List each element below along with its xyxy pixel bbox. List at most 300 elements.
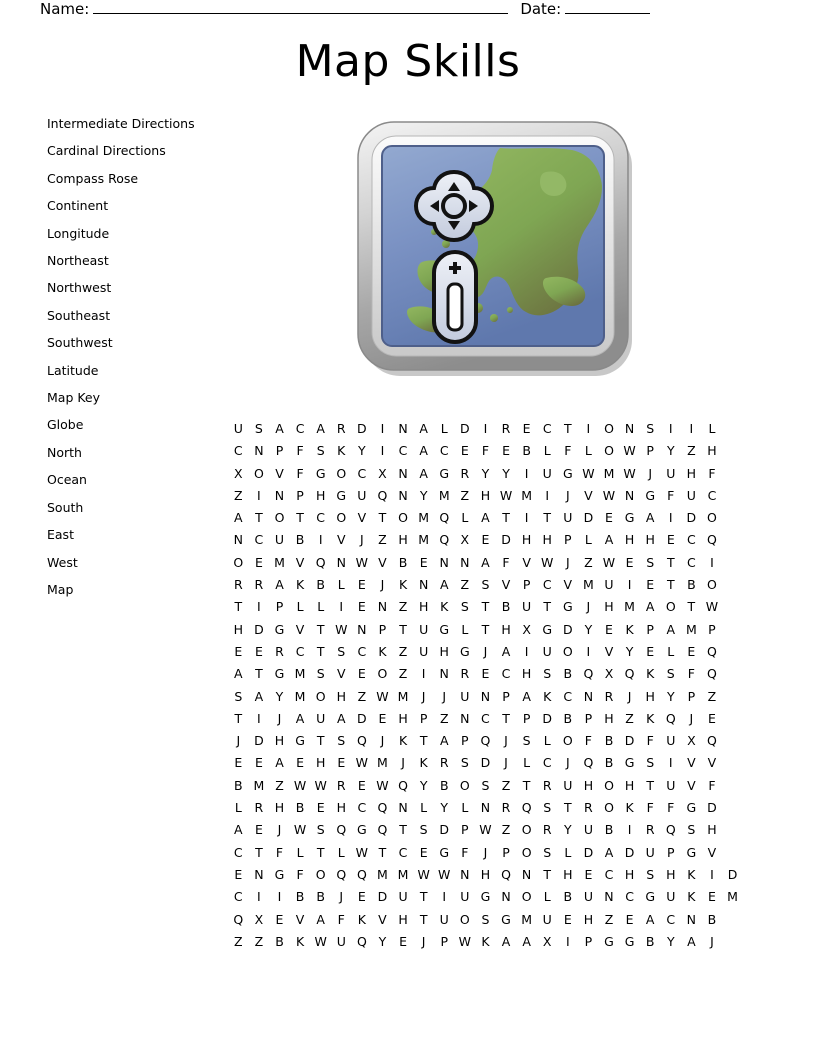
grid-row xyxy=(228,730,763,752)
word-list-item: North xyxy=(47,444,82,460)
grid-cell: F xyxy=(646,800,654,816)
grid-cell: V xyxy=(295,911,305,927)
grid-cell: E xyxy=(254,822,263,838)
grid-cell: D xyxy=(562,621,573,637)
grid-cell: L xyxy=(440,421,448,436)
grid-cell: R xyxy=(439,755,449,771)
grid-cell: Z xyxy=(398,666,408,682)
grid-cell: K xyxy=(687,866,696,882)
grid-cell: U xyxy=(398,889,408,905)
grid-cell: D xyxy=(583,510,594,526)
grid-cell: J xyxy=(627,688,632,704)
word-list-item: Longitude xyxy=(47,225,110,241)
grid-cell: T xyxy=(234,599,243,615)
grid-cell: H xyxy=(501,621,511,637)
grid-cell: J xyxy=(380,577,385,593)
grid-cell: H xyxy=(480,487,491,503)
word-list-item: Southwest xyxy=(47,335,113,351)
grid-cell: J xyxy=(710,933,714,949)
grid-cell: A xyxy=(234,822,243,838)
grid-cell: I xyxy=(380,443,385,459)
grid-cell: P xyxy=(584,933,593,949)
grid-cell: G xyxy=(274,621,285,637)
grid-cell: B xyxy=(234,777,243,793)
grid-cell: N xyxy=(377,599,388,615)
grid-cell: D xyxy=(357,421,367,436)
grid-cell: E xyxy=(605,621,613,637)
grid-cell: G xyxy=(624,755,635,771)
grid-cell: T xyxy=(481,621,490,637)
grid-cell: G xyxy=(336,487,347,503)
grid-cell: Q xyxy=(583,755,594,771)
grid-cell: W xyxy=(293,777,307,793)
grid-cell: C xyxy=(254,532,264,548)
grid-row xyxy=(228,574,763,596)
grid-cell: I xyxy=(483,421,488,436)
grid-cell: V xyxy=(687,777,696,793)
grid-cell: H xyxy=(645,532,655,548)
grid-cell: H xyxy=(315,755,326,771)
grid-cell: S xyxy=(687,822,696,838)
grid-cell: B xyxy=(604,733,614,749)
grid-cell: N xyxy=(398,800,408,816)
grid-cell: Q xyxy=(398,777,408,793)
grid-cell: S xyxy=(316,822,325,838)
grid-cell: F xyxy=(275,844,284,860)
grid-cell: V xyxy=(604,643,614,659)
grid-cell: U xyxy=(357,487,367,503)
grid-row xyxy=(228,686,763,708)
grid-cell: I xyxy=(421,666,426,682)
grid-cell: U xyxy=(316,710,326,726)
grid-cell: E xyxy=(584,866,593,882)
grid-cell: M xyxy=(685,621,697,637)
grid-cell: I xyxy=(668,755,673,771)
grid-cell: L xyxy=(543,733,551,749)
grid-cell: C xyxy=(233,844,243,860)
grid-cell: H xyxy=(315,487,326,503)
grid-cell: M xyxy=(521,911,532,927)
grid-cell: N xyxy=(624,487,635,503)
grid-cell: T xyxy=(378,510,387,526)
grid-cell: T xyxy=(316,643,325,659)
grid-cell: N xyxy=(583,688,594,704)
name-label: Name: xyxy=(40,0,90,18)
grid-cell: U xyxy=(563,777,573,793)
grid-cell: T xyxy=(419,911,428,927)
grid-cell: I xyxy=(380,421,385,436)
grid-cell: F xyxy=(687,666,695,682)
grid-cell: A xyxy=(254,688,264,704)
grid-cell: S xyxy=(543,800,552,816)
name-input-rule[interactable] xyxy=(93,0,508,14)
grid-cell: G xyxy=(480,889,491,905)
grid-cell: C xyxy=(563,688,573,704)
grid-cell: A xyxy=(645,911,655,927)
grid-cell: T xyxy=(481,599,490,615)
grid-cell: K xyxy=(378,643,387,659)
grid-cell: B xyxy=(522,443,531,459)
grid-row xyxy=(228,819,763,841)
grid-cell: G xyxy=(542,621,553,637)
grid-cell: V xyxy=(584,487,593,503)
grid-cell: C xyxy=(707,487,717,503)
grid-cell: A xyxy=(316,421,325,436)
grid-cell: Y xyxy=(275,688,284,704)
grid-cell: N xyxy=(521,866,532,882)
grid-row xyxy=(228,842,763,864)
grid-cell: U xyxy=(604,577,614,593)
grid-cell: K xyxy=(337,443,346,459)
grid-cell: I xyxy=(689,421,694,436)
grid-cell: D xyxy=(624,844,635,860)
grid-cell: H xyxy=(707,822,717,838)
grid-cell: F xyxy=(502,554,510,570)
grid-cell: N xyxy=(398,421,408,436)
grid-cell: V xyxy=(336,666,346,682)
grid-cell: B xyxy=(398,554,408,570)
grid-row xyxy=(228,485,763,507)
grid-cell: Z xyxy=(460,577,470,593)
grid-cell: L xyxy=(523,755,531,771)
grid-cell: E xyxy=(460,443,469,459)
grid-cell: E xyxy=(357,777,366,793)
grid-cell: T xyxy=(316,733,325,749)
grid-cell: T xyxy=(255,844,263,860)
grid-cell: E xyxy=(296,755,305,771)
grid-cell: L xyxy=(584,443,592,459)
grid-cell: E xyxy=(357,889,366,905)
grid-cell: A xyxy=(295,710,305,726)
grid-cell: I xyxy=(318,532,323,548)
grid-cell: U xyxy=(542,465,552,481)
grid-cell: P xyxy=(522,710,531,726)
grid-cell: A xyxy=(336,710,346,726)
grid-cell: W xyxy=(602,487,616,503)
grid-cell: I xyxy=(668,510,673,526)
grid-row xyxy=(228,886,763,908)
grid-cell: J xyxy=(586,599,591,615)
grid-cell: P xyxy=(275,599,284,615)
grid-cell: R xyxy=(254,577,264,593)
grid-cell: N xyxy=(274,487,285,503)
grid-cell: L xyxy=(461,621,469,637)
grid-cell: Y xyxy=(378,933,387,949)
grid-cell: N xyxy=(439,554,449,570)
grid-cell: H xyxy=(274,733,285,749)
grid-cell: S xyxy=(316,443,325,459)
grid-cell: S xyxy=(522,733,531,749)
grid-cell: J xyxy=(421,688,426,704)
grid-cell: K xyxy=(419,755,428,771)
grid-cell: P xyxy=(522,577,531,593)
grid-cell: E xyxy=(254,755,263,771)
grid-cell: D xyxy=(254,733,264,749)
grid-cell: L xyxy=(337,577,345,593)
grid-cell: X xyxy=(460,532,470,548)
grid-cell: H xyxy=(604,599,614,615)
grid-cell: I xyxy=(668,421,673,436)
grid-cell: D xyxy=(254,621,264,637)
grid-cell: H xyxy=(563,866,573,882)
grid-cell: P xyxy=(502,844,510,860)
grid-cell: R xyxy=(604,688,614,704)
grid-cell: U xyxy=(460,688,470,704)
word-list-item: Intermediate Directions xyxy=(47,116,195,131)
grid-cell: W xyxy=(335,621,348,637)
grid-cell: O xyxy=(377,666,388,682)
grid-cell: U xyxy=(233,421,243,436)
grid-cell: G xyxy=(459,643,470,659)
grid-cell: G xyxy=(274,866,285,882)
grid-cell: V xyxy=(295,621,305,637)
grid-cell: F xyxy=(481,443,490,459)
grid-cell: M xyxy=(438,487,450,503)
grid-cell: Z xyxy=(234,933,243,949)
grid-cell: Q xyxy=(233,911,244,927)
grid-cell: H xyxy=(666,866,676,882)
grid-cell: Q xyxy=(707,733,717,749)
date-input-rule[interactable] xyxy=(565,0,650,14)
grid-cell: W xyxy=(582,465,595,481)
grid-cell: O xyxy=(315,866,326,882)
grid-cell: Z xyxy=(584,554,593,570)
grid-cell: U xyxy=(522,599,532,615)
grid-cell: N xyxy=(336,554,346,570)
grid-cell: J xyxy=(689,710,694,726)
grid-cell: I xyxy=(442,889,447,905)
grid-cell: L xyxy=(667,643,675,659)
grid-cell: Y xyxy=(563,822,572,838)
grid-cell: T xyxy=(378,844,387,860)
grid-cell: M xyxy=(377,755,388,771)
grid-cell: T xyxy=(399,822,407,838)
grid-cell: O xyxy=(562,733,573,749)
grid-cell: E xyxy=(481,666,490,682)
grid-cell: L xyxy=(564,844,572,860)
word-list-item: Northeast xyxy=(47,253,109,269)
grid-cell: E xyxy=(419,844,428,860)
grid-cell: U xyxy=(666,733,676,749)
word-list-item: Ocean xyxy=(47,472,87,488)
grid-cell: O xyxy=(604,443,614,459)
grid-cell: X xyxy=(542,933,552,949)
grid-cell: S xyxy=(646,554,655,570)
grid-cell: A xyxy=(481,510,490,526)
grid-cell: D xyxy=(727,866,738,882)
grid-cell: A xyxy=(439,577,449,593)
grid-cell: W xyxy=(623,443,636,459)
grid-cell: X xyxy=(254,911,264,927)
grid-cell: J xyxy=(483,643,488,659)
word-list-item: Map Key xyxy=(47,390,101,406)
grid-row xyxy=(228,797,763,819)
grid-cell: S xyxy=(543,666,552,682)
grid-cell: N xyxy=(233,532,243,548)
grid-cell: Q xyxy=(377,487,388,503)
grid-cell: Q xyxy=(336,822,347,838)
grid-cell: J xyxy=(421,933,426,949)
grid-cell: U xyxy=(336,933,346,949)
grid-cell: W xyxy=(499,487,513,503)
grid-cell: I xyxy=(545,487,550,503)
grid-cell: P xyxy=(564,532,572,548)
grid-cell: A xyxy=(501,933,511,949)
grid-cell: Z xyxy=(398,599,408,615)
grid-cell: I xyxy=(710,866,714,882)
grid-row xyxy=(228,596,763,618)
grid-cell: N xyxy=(418,577,429,593)
grid-cell: O xyxy=(562,643,573,659)
grid-cell: B xyxy=(501,599,511,615)
grid-cell: H xyxy=(583,777,594,793)
grid-cell: R xyxy=(233,577,243,593)
date-label: Date: xyxy=(520,0,562,18)
grid-cell: Z xyxy=(234,487,243,503)
grid-cell: I xyxy=(257,710,261,726)
grid-cell: H xyxy=(233,621,243,637)
grid-cell: A xyxy=(645,510,655,526)
grid-cell: V xyxy=(707,755,717,771)
grid-cell: J xyxy=(504,755,508,771)
grid-cell: N xyxy=(254,443,264,459)
grid-cell: Q xyxy=(501,866,511,882)
grid-cell: T xyxy=(502,510,510,526)
grid-cell: Y xyxy=(666,443,675,459)
grid-cell: A xyxy=(522,933,531,949)
grid-cell: T xyxy=(296,510,304,526)
grid-cell: H xyxy=(624,866,635,882)
grid-cell: L xyxy=(337,844,345,860)
grid-cell: Z xyxy=(687,443,696,459)
grid-cell: B xyxy=(316,889,325,905)
grid-cell: L xyxy=(461,510,469,526)
grid-cell: A xyxy=(419,465,428,481)
grid-row xyxy=(228,463,763,485)
grid-cell: A xyxy=(419,421,428,436)
grid-cell: D xyxy=(357,710,367,726)
grid-cell: P xyxy=(461,822,469,838)
grid-cell: U xyxy=(583,822,593,838)
grid-cell: E xyxy=(254,643,263,659)
grid-cell: H xyxy=(274,800,285,816)
grid-cell: M xyxy=(274,554,285,570)
grid-cell: C xyxy=(233,443,243,459)
grid-cell: P xyxy=(584,710,593,726)
grid-cell: H xyxy=(398,911,408,927)
grid-cell: U xyxy=(686,487,696,503)
grid-cell: Q xyxy=(521,800,532,816)
grid-cell: Z xyxy=(460,487,470,503)
grid-cell: J xyxy=(380,733,385,749)
grid-cell: H xyxy=(480,866,491,882)
grid-cell: W xyxy=(376,777,389,793)
grid-cell: F xyxy=(667,487,675,503)
grid-cell: E xyxy=(316,800,325,816)
grid-cell: V xyxy=(336,532,346,548)
grid-cell: F xyxy=(337,911,345,927)
grid-cell: I xyxy=(524,510,529,526)
grid-row xyxy=(228,507,763,529)
grid-cell: H xyxy=(583,911,594,927)
grid-cell: S xyxy=(460,599,469,615)
grid-cell: P xyxy=(708,621,716,637)
grid-cell: C xyxy=(542,755,552,771)
grid-cell: N xyxy=(604,889,614,905)
grid-cell: B xyxy=(604,822,614,838)
grid-cell: T xyxy=(666,554,675,570)
grid-cell: K xyxy=(295,577,305,593)
grid-cell: F xyxy=(667,800,675,816)
grid-cell: J xyxy=(339,889,344,905)
grid-cell: C xyxy=(398,844,408,860)
grid-cell: Z xyxy=(625,710,634,726)
grid-cell: E xyxy=(357,599,366,615)
grid-cell: E xyxy=(605,510,613,526)
grid-cell: O xyxy=(707,510,717,526)
grid-cell: J xyxy=(236,733,241,749)
grid-cell: G xyxy=(295,733,305,749)
grid-cell: C xyxy=(542,577,552,593)
grid-cell: B xyxy=(645,933,655,949)
grid-cell: T xyxy=(563,800,572,816)
grid-cell: B xyxy=(295,800,305,816)
grid-cell: M xyxy=(603,465,615,481)
grid-cell: V xyxy=(522,554,531,570)
grid-cell: F xyxy=(461,844,469,860)
grid-cell: Q xyxy=(624,666,635,682)
grid-cell: R xyxy=(584,800,593,816)
grid-cell: N xyxy=(460,554,470,570)
grid-cell: I xyxy=(257,599,261,615)
grid-cell: A xyxy=(234,510,243,526)
grid-cell: O xyxy=(336,510,347,526)
grid-cell: H xyxy=(398,710,408,726)
grid-cell: N xyxy=(460,866,470,882)
grid-cell: O xyxy=(707,577,717,593)
grid-cell: H xyxy=(398,532,408,548)
grid-cell: A xyxy=(604,844,614,860)
grid-cell: E xyxy=(234,866,243,882)
grid-row xyxy=(228,418,763,440)
grid-cell: T xyxy=(543,510,552,526)
grid-cell: C xyxy=(357,643,367,659)
grid-cell: H xyxy=(624,532,635,548)
grid-row xyxy=(228,909,763,931)
grid-cell: F xyxy=(296,443,304,459)
grid-cell: E xyxy=(646,577,655,593)
grid-cell: W xyxy=(705,599,719,615)
grid-cell: S xyxy=(646,866,655,882)
grid-cell: E xyxy=(708,889,716,905)
grid-cell: M xyxy=(727,889,738,905)
grid-cell: J xyxy=(565,487,570,503)
grid-cell: Z xyxy=(357,688,367,704)
grid-cell: Q xyxy=(356,866,367,882)
grid-cell: X xyxy=(687,733,696,749)
grid-cell: Y xyxy=(481,465,490,481)
grid-cell: O xyxy=(521,844,532,860)
grid-cell: O xyxy=(253,465,264,481)
grid-cell: P xyxy=(687,688,696,704)
grid-cell: J xyxy=(565,755,570,771)
word-list-item: Globe xyxy=(47,417,84,433)
grid-cell: A xyxy=(687,933,696,949)
grid-cell: W xyxy=(458,933,472,949)
grid-cell: W xyxy=(623,465,636,481)
word-list-item: East xyxy=(47,527,74,543)
grid-cell: J xyxy=(360,532,364,548)
